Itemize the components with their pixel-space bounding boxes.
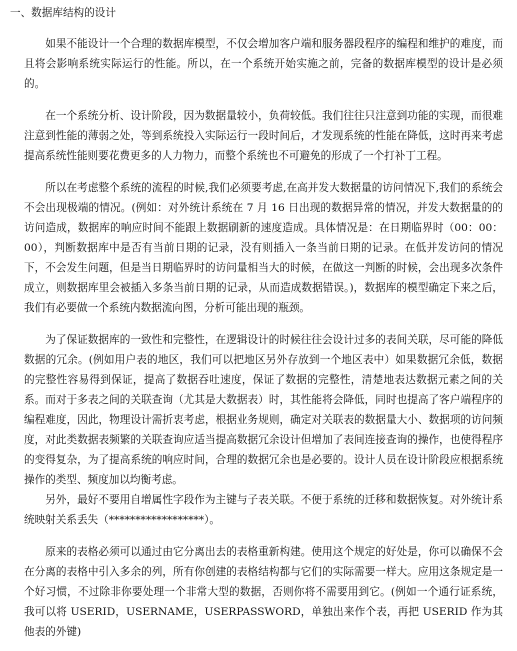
paragraph-concurrency: 所以在考虑整个系统的流程的时候,我们必须要考虑,在高并发大数据量的访问情况下,我们的系统会不会出现极端的情况。(例如：对外统计系统在 7 月 16 日出现的数据异常的情况，并发大数据量的的访问造成，数据库的响应时间不能跟上数据刷新的速度造成。具体情况是：在日期临界时（00：00：00），判断数据库中是否有当前日期的记录，没有则插入一条当前日期的记录。在低并发访问的情况下，不会发生问题，但是当日期临界时的访问量相当大的时候，在做这一判断的时候，会出现多次条件成立，则数据库里会被插入多条当前日期的记录，从而造成数据错误。)，数据库的模型确定下来之后，我们有必要做一个系统内数据流向图，分析可能出现的瓶颈。 (24, 182, 503, 314)
paragraph-performance: 在一个系统分析、设计阶段，因为数据量较小，负荷较低。我们往往只注意到功能的实现，而很难注意到性能的薄弱之处，等到系统投入实际运行一段时间后，才发现系统的性能在降低，这时再来考虑提高系统性能则要花费更多的人力物力，而整个系统也不可避免的形成了一个打补丁工程。 (24, 110, 503, 162)
paragraph-gap (24, 530, 503, 542)
paragraph-gap (24, 166, 503, 178)
paragraph-gap (24, 94, 503, 106)
paragraph-gap (24, 318, 503, 330)
paragraph-model-design: 如果不能设计一个合理的数据库模型，不仅会增加客户端和服务器段程序的编程和维护的难度，而且将会影响系统实际运行的性能。所以，在一个系统开始实施之前，完备的数据库模型的设计是必须的。 (24, 38, 503, 90)
paragraph-redundancy: 为了保证数据库的一致性和完整性，在逻辑设计的时候往往会设计过多的表间关联，尽可能的降低数据的冗余。(例如用户表的地区，我们可以把地区另外存放到一个地区表中）如果数据冗余低，数据的完整性容易得到保证，提高了数据吞吐速度，保证了数据的完整性，清楚地表达数据元素之间的关系。而对于多表之间的关联查询（尤其是大数据表）时，其性能将会降低，同时也提高了客户端程序的编程难度，因此，物理设计需折衷考虑，根据业务规则，确定对关联表的数据量大小、数据项的访问频度，对此类数据表频繁的关联查询应适当提高数据冗余设计但增加了表间连接查询的操作，也使得程序的变得复杂，为了提高系统的响应时间，合理的数据冗余也是必要的。设计人员在设计阶段应根据系统操作的类型、频度加以均衡考虑。 (24, 334, 503, 486)
paragraph-primary-key: 另外，最好不要用自增属性字段作为主键与子表关联。不便于系统的迁移和数据恢复。对外统计系统映射关系丢失（******************）。 (24, 494, 503, 526)
section-heading: 一、数据库结构的设计 (10, 7, 116, 19)
paragraph-table-rebuild: 原来的表格必须可以通过由它分离出去的表格重新构建。使用这个规定的好处是，你可以确保不会在分离的表格中引入多余的列，所有你创建的表格结构都与它们的实际需要一样大。应用这条规定是一个好习惯，不过除非你要处理一个非常大型的数据，否则你将不需要用到它。(例如一个通行证系统，我可以将 USERID，USERNAME，USERPASSWORD，单独出来作个表，再把 USERID 作为其他表的外键) (24, 546, 503, 638)
